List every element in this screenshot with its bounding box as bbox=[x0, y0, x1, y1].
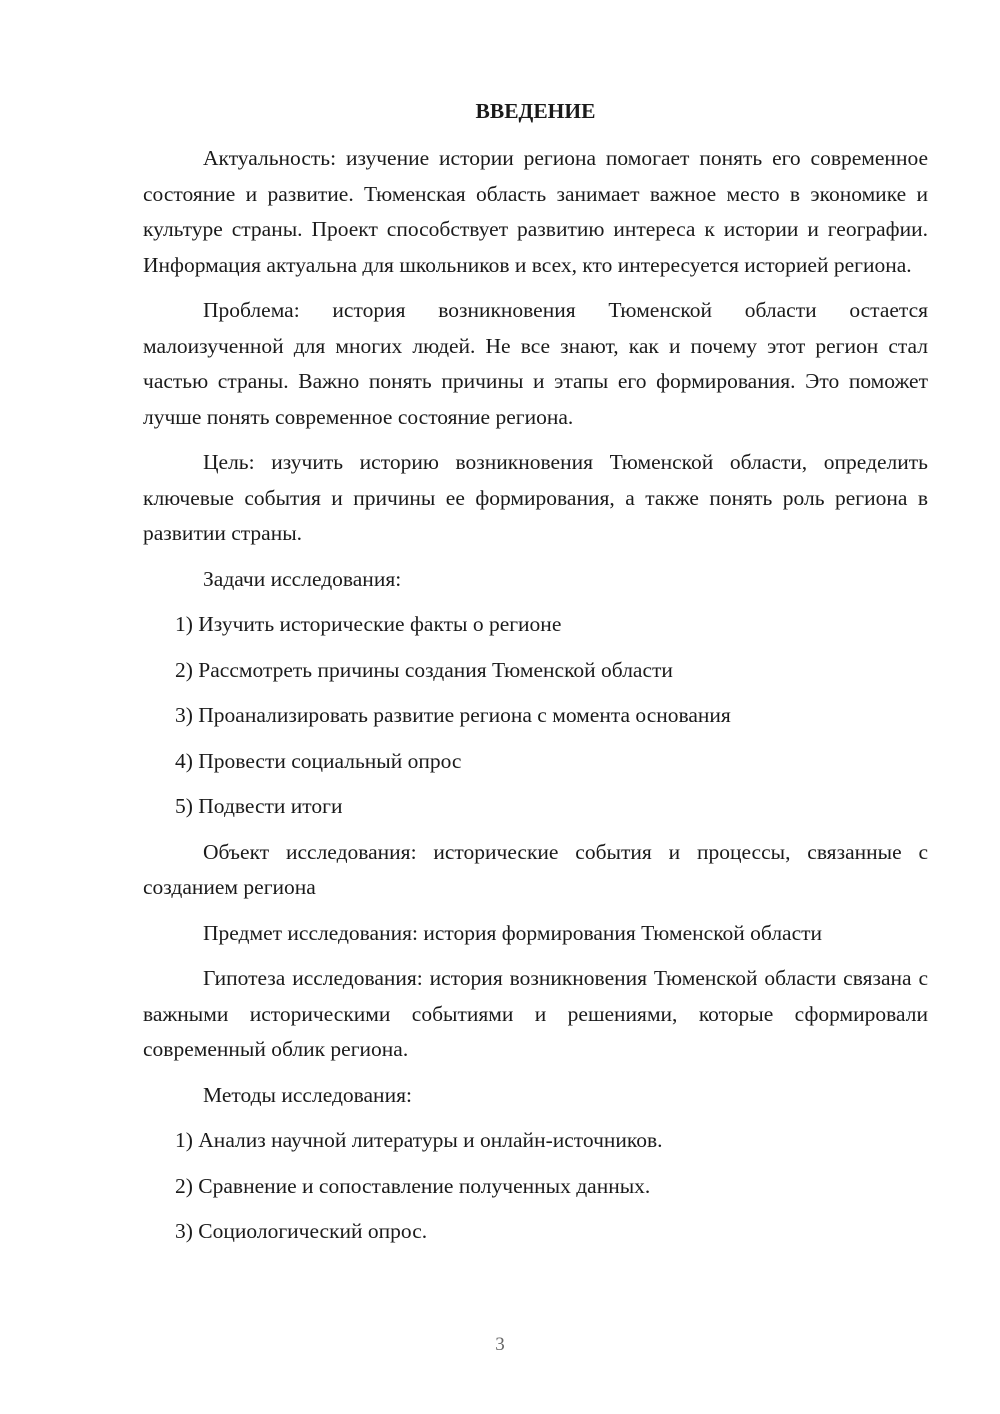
goal-paragraph: Цель: изучить историю возникновения Тюменской области, определить ключевые события и причины ее формирования, а также понять роль региона в развитии страны. bbox=[143, 450, 928, 545]
methods-list bbox=[143, 1123, 928, 1250]
subject-paragraph: Предмет исследования: история формирования Тюменской области bbox=[203, 920, 823, 945]
object-paragraph: Объект исследования: исторические события и процессы, связанные с созданием региона bbox=[143, 839, 928, 899]
hypothesis-paragraph: Гипотеза исследования: история возникновения Тюменской области связана с важными историческими событиями и решениями, которые сформировали современный облик региона. bbox=[143, 966, 928, 1061]
problem-paragraph: Проблема: история возникновения Тюменской области остается малоизученной для многих людей. Не все знают, как и почему этот регион стал частью страны. Важно понять причины и этапы его формирования. Это поможет лучше понять современное состояние региона. bbox=[143, 298, 928, 429]
page-number: 3 bbox=[495, 1334, 505, 1355]
document-page bbox=[143, 95, 928, 1260]
task-item: 4) Провести социальный опрос bbox=[175, 748, 462, 773]
relevance-paragraph: Актуальность: изучение истории региона помогает понять его современное состояние и развитие. Тюменская область занимает важное место в экономике и культуре страны. Проект способствует развитию интереса к истории и географии. Информация актуальна для школьников и всех, кто интересуется историей региона. bbox=[143, 146, 928, 277]
tasks-heading: Задачи исследования: bbox=[203, 566, 402, 591]
methods-heading: Методы исследования: bbox=[203, 1082, 412, 1107]
task-item: 3) Проанализировать развитие региона с момента основания bbox=[175, 703, 731, 727]
task-item: 1) Изучить исторические факты о регионе bbox=[175, 612, 562, 636]
page-title: ВВЕДЕНИЕ bbox=[475, 99, 596, 123]
task-item: 5) Подвести итоги bbox=[175, 794, 343, 818]
method-item: 3) Социологический опрос. bbox=[175, 1219, 428, 1243]
method-item: 2) Сравнение и сопоставление полученных данных. bbox=[175, 1173, 651, 1198]
tasks-list bbox=[143, 607, 928, 825]
task-item: 2) Рассмотреть причины создания Тюменской области bbox=[175, 657, 673, 682]
method-item: 1) Анализ научной литературы и онлайн-источников. bbox=[175, 1128, 663, 1152]
